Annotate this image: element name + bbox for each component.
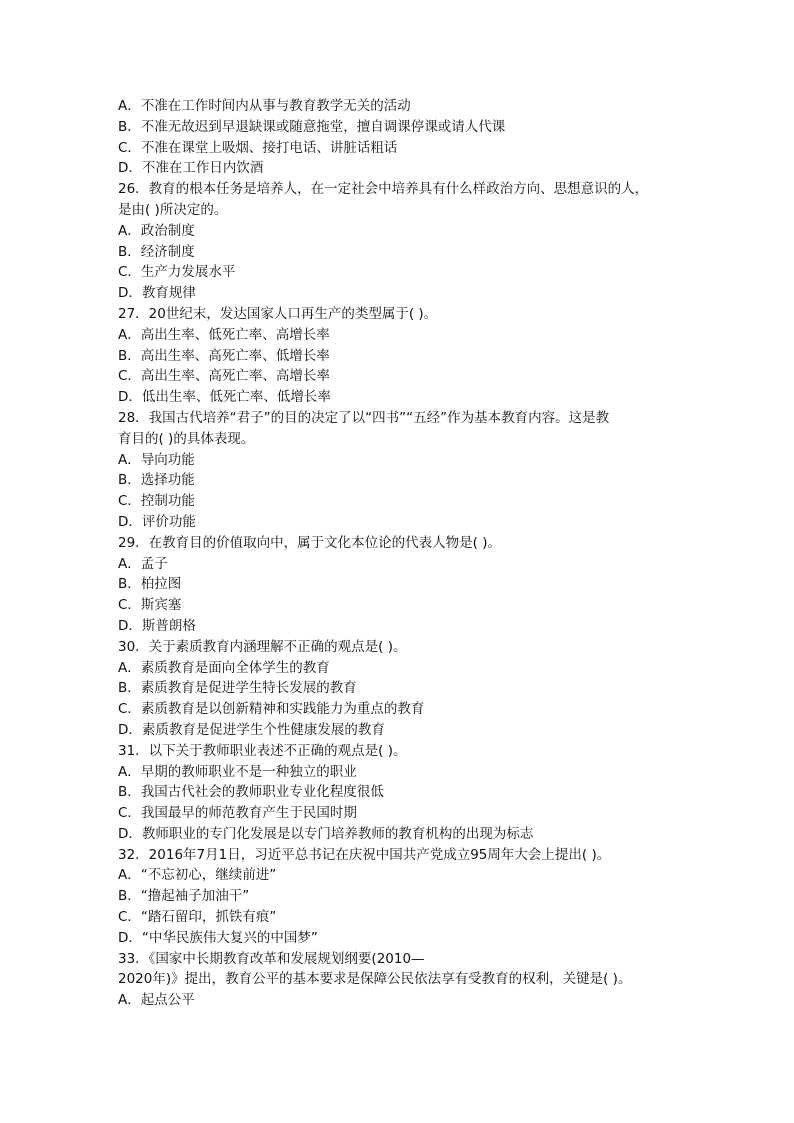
question-29: 29．在教育目的价值取向中，属于文化本位论的代表人物是( )。	[118, 534, 502, 551]
question-28: 28．我国古代培养“君子”的目的决定了以“四书”“五经”作为基本教育内容。这是教	[118, 409, 610, 426]
option-line: D．教师职业的专门化发展是以专门培养教师的教育机构的出现为标志	[118, 825, 534, 842]
question-32: 32．2016年7月1日，习近平总书记在庆祝中国共产党成立95周年大会上提出( )。	[118, 846, 611, 863]
question-33-cont: 2020年)》提出，教育公平的基本要求是保障公民依法享有受教育的权利，关键是( )。	[118, 971, 632, 988]
option-line: C．素质教育是以创新精神和实践能力为重点的教育	[118, 701, 425, 718]
option-line: D．“中华民族伟大复兴的中国梦”	[118, 929, 318, 946]
option-line: B．不准无故迟到早退缺课或随意拖堂，擅自调课停课或请人代课	[118, 118, 506, 135]
option-line: A．“不忘初心，继续前进”	[118, 867, 277, 884]
option-line: B．柏拉图	[118, 576, 182, 593]
option-line: D．不准在工作日内饮酒	[118, 160, 264, 177]
question-26: 26．教育的根本任务是培养人，在一定社会中培养具有什么样政治方向、思想意识的人，	[118, 181, 649, 198]
option-line: B．经济制度	[118, 243, 195, 260]
option-line: C．不准在课堂上吸烟、接打电话、讲脏话粗话	[118, 139, 398, 156]
option-line: D．评价功能	[118, 513, 196, 530]
option-line: A．早期的教师职业不是一种独立的职业	[118, 763, 357, 780]
option-line: A．起点公平	[118, 992, 195, 1009]
question-26-cont: 是由( )所决定的。	[118, 201, 228, 218]
option-line: C．斯宾塞	[118, 597, 182, 614]
option-line: B．高出生率、高死亡率、低增长率	[118, 347, 330, 364]
option-line: B．素质教育是促进学生特长发展的教育	[118, 680, 357, 697]
option-line: C．“踏石留印，抓铁有痕”	[118, 909, 277, 926]
option-line: C．生产力发展水平	[118, 264, 236, 281]
document-page	[118, 96, 678, 1011]
question-31: 31．以下关于教师职业表述不正确的观点是( )。	[118, 742, 407, 759]
question-28-cont: 育目的( )的具体表现。	[118, 430, 255, 447]
option-line: A．不准在工作时间内从事与教育教学无关的活动	[118, 98, 411, 114]
option-line: D．斯普朗格	[118, 617, 196, 634]
option-line: D．素质教育是促进学生个性健康发展的教育	[118, 721, 385, 738]
question-27: 27．20世纪末，发达国家人口再生产的类型属于( )。	[118, 305, 438, 322]
option-line: B．我国古代社会的教师职业专业化程度很低	[118, 784, 384, 801]
option-line: D．低出生率、低死亡率、低增长率	[118, 389, 331, 406]
option-line: C．控制功能	[118, 493, 195, 510]
question-33: 33．《国家中长期教育改革和发展规划纲要(2010—	[118, 950, 425, 967]
option-line: D．教育规律	[118, 285, 196, 302]
option-line: B．“撸起袖子加油干”	[118, 888, 250, 905]
option-line: A．高出生率、低死亡率、高增长率	[118, 326, 330, 343]
option-line: A．政治制度	[118, 222, 195, 239]
option-line: C．我国最早的师范教育产生于民国时期	[118, 805, 357, 822]
question-30: 30．关于素质教育内涵理解不正确的观点是( )。	[118, 638, 407, 655]
option-line: A．素质教育是面向全体学生的教育	[118, 659, 330, 676]
option-line: A．孟子	[118, 555, 168, 572]
option-line: A．导向功能	[118, 451, 195, 468]
option-line: B．选择功能	[118, 472, 195, 489]
option-line: C．高出生率、高死亡率、高增长率	[118, 368, 330, 385]
